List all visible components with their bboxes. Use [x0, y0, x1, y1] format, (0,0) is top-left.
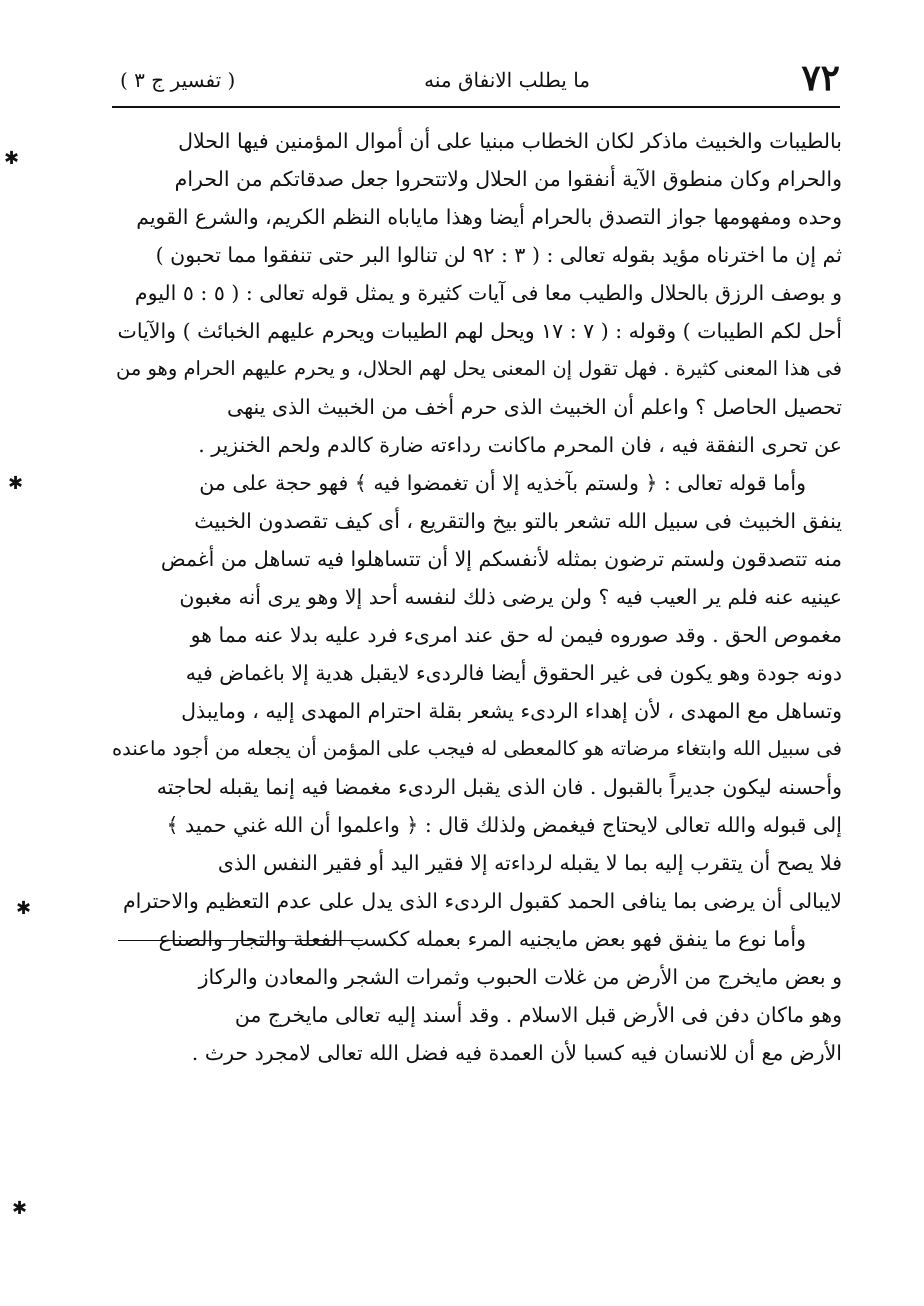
- text-line: فلا يصح أن يتقرب إليه بما لا يقبله لرداءته إلا فقير اليد أو فقير النفس الذى: [217, 851, 842, 875]
- running-title: ما يطلب الانفاق منه: [424, 68, 590, 92]
- text-line: وتساهل مع المهدى ، لأن إهداء الردىء يشعر بقلة احترام المهدى إليه ، ومايبذل: [181, 699, 842, 723]
- text-line: مغموص الحق . وقد صوروه فيمن له حق عند امرىء فرد عليه بدلا عنه مما هو: [190, 623, 842, 647]
- margin-rule: [118, 940, 363, 941]
- text-line: فى هذا المعنى كثيرة . فهل تقول إن المعنى يحل لهم الحلال، و يحرم عليهم الحرام وهو من: [115, 357, 842, 380]
- text-line: وأما نوع ما ينفق فهو بعض مايجنيه المرء بعمله ككسب الفعلة والتجار والصناع: [158, 927, 806, 951]
- header-divider: [112, 106, 840, 108]
- text-line: و بوصف الرزق بالحلال والطيب معا فى آيات كثيرة و يمثل قوله تعالى : ( ٥ : ٥ اليوم: [134, 281, 842, 305]
- text-line: إلى قبوله والله تعالى لايحتاج فيغمض ولذلك قال : ﴿ واعلموا أن الله غني حميد ﴾: [166, 813, 842, 837]
- text-line: وهو ماكان دفن فى الأرض قبل الاسلام . وقد أسند إليه تعالى مايخرج من: [234, 1003, 842, 1027]
- text-line: فى سبيل الله وابتغاء مرضاته هو كالمعطى له فيجب على المؤمن أن يجعله من أجود ماعنده: [112, 737, 842, 760]
- scan-speck: ✱: [16, 898, 32, 919]
- text-line: تحصيل الحاصل ؟ واعلم أن الخبيث الذى حرم أخف من الخبيث الذى ينهى: [227, 395, 842, 419]
- scan-speck: ✱: [12, 1198, 28, 1219]
- page-header: [110, 56, 840, 104]
- text-line: وأما قوله تعالى : ﴿ ولستم بآخذيه إلا أن تغمضوا فيه ﴾ فهو حجة على من: [199, 471, 806, 495]
- page-number: ٧٢: [801, 57, 840, 99]
- text-line: و بعض مايخرج من الأرض من غلات الحبوب وثمرات الشجر والمعادن والركاز: [198, 965, 842, 989]
- scan-speck: ✱: [4, 148, 20, 169]
- text-line: بالطيبات والخبيث ماذكر لكان الخطاب مبنيا على أن أموال المؤمنين فيها الحلال: [178, 129, 842, 153]
- text-line: عينيه عنه فلم ير العيب فيه ؟ ولن يرضى ذلك لنفسه أحد إلا وهو يرى أنه مغبون: [179, 585, 842, 609]
- text-line: وأحسنه ليكون جديراً بالقبول . فان الذى يقبل الردىء مغمضا فيه إنما يقبله لحاجته: [156, 775, 842, 799]
- text-line: لايبالى أن يرضى بما ينافى الحمد كقبول الردىء الذى يدل على عدم التعظيم والاحترام: [122, 889, 842, 913]
- text-line: وحده ومفهومها جواز التصدق بالحرام أيضا وهذا ماياباه النظم الكريم، والشرع القويم: [136, 205, 842, 229]
- book-reference: ( تفسير ج ٣ ): [120, 68, 236, 92]
- text-line: عن تحرى النفقة فيه ، فان المحرم ماكانت رداءته ضارة كالدم ولحم الخنزير .: [198, 433, 842, 457]
- text-line: الأرض مع أن للانسان فيه كسبا لأن العمدة فيه فضل الله تعالى لامجرد حرث .: [191, 1041, 842, 1065]
- scan-speck: ✱: [8, 473, 24, 494]
- text-line: دونه جودة وهو يكون فى غير الحقوق أيضا فالردىء لايقبل هدية إلا باغماض فيه: [185, 661, 842, 685]
- text-line: ثم إن ما اخترناه مؤيد بقوله تعالى : ( ٣ : ٩٢ لن تنالوا البر حتى تنفقوا مما تحبون ): [155, 243, 842, 267]
- text-line: والحرام وكان منطوق الآية أنفقوا من الحلال ولاتتحروا جعل صدقاتكم من الحرام: [174, 167, 842, 191]
- text-line: أحل لكم الطيبات ) وقوله : ( ٧ : ١٧ ويحل لهم الطيبات ويحرم عليهم الخبائث ) والآيات: [117, 319, 842, 343]
- text-line: ينفق الخبيث فى سبيل الله تشعر بالتو بيخ والتقريع ، أى كيف تقصدون الخبيث: [194, 509, 842, 533]
- body-text: [112, 122, 842, 1072]
- text-line: منه تتصدقون ولستم ترضون بمثله لأنفسكم إلا أن تتساهلوا فيه تساهل من أغمض: [160, 547, 842, 571]
